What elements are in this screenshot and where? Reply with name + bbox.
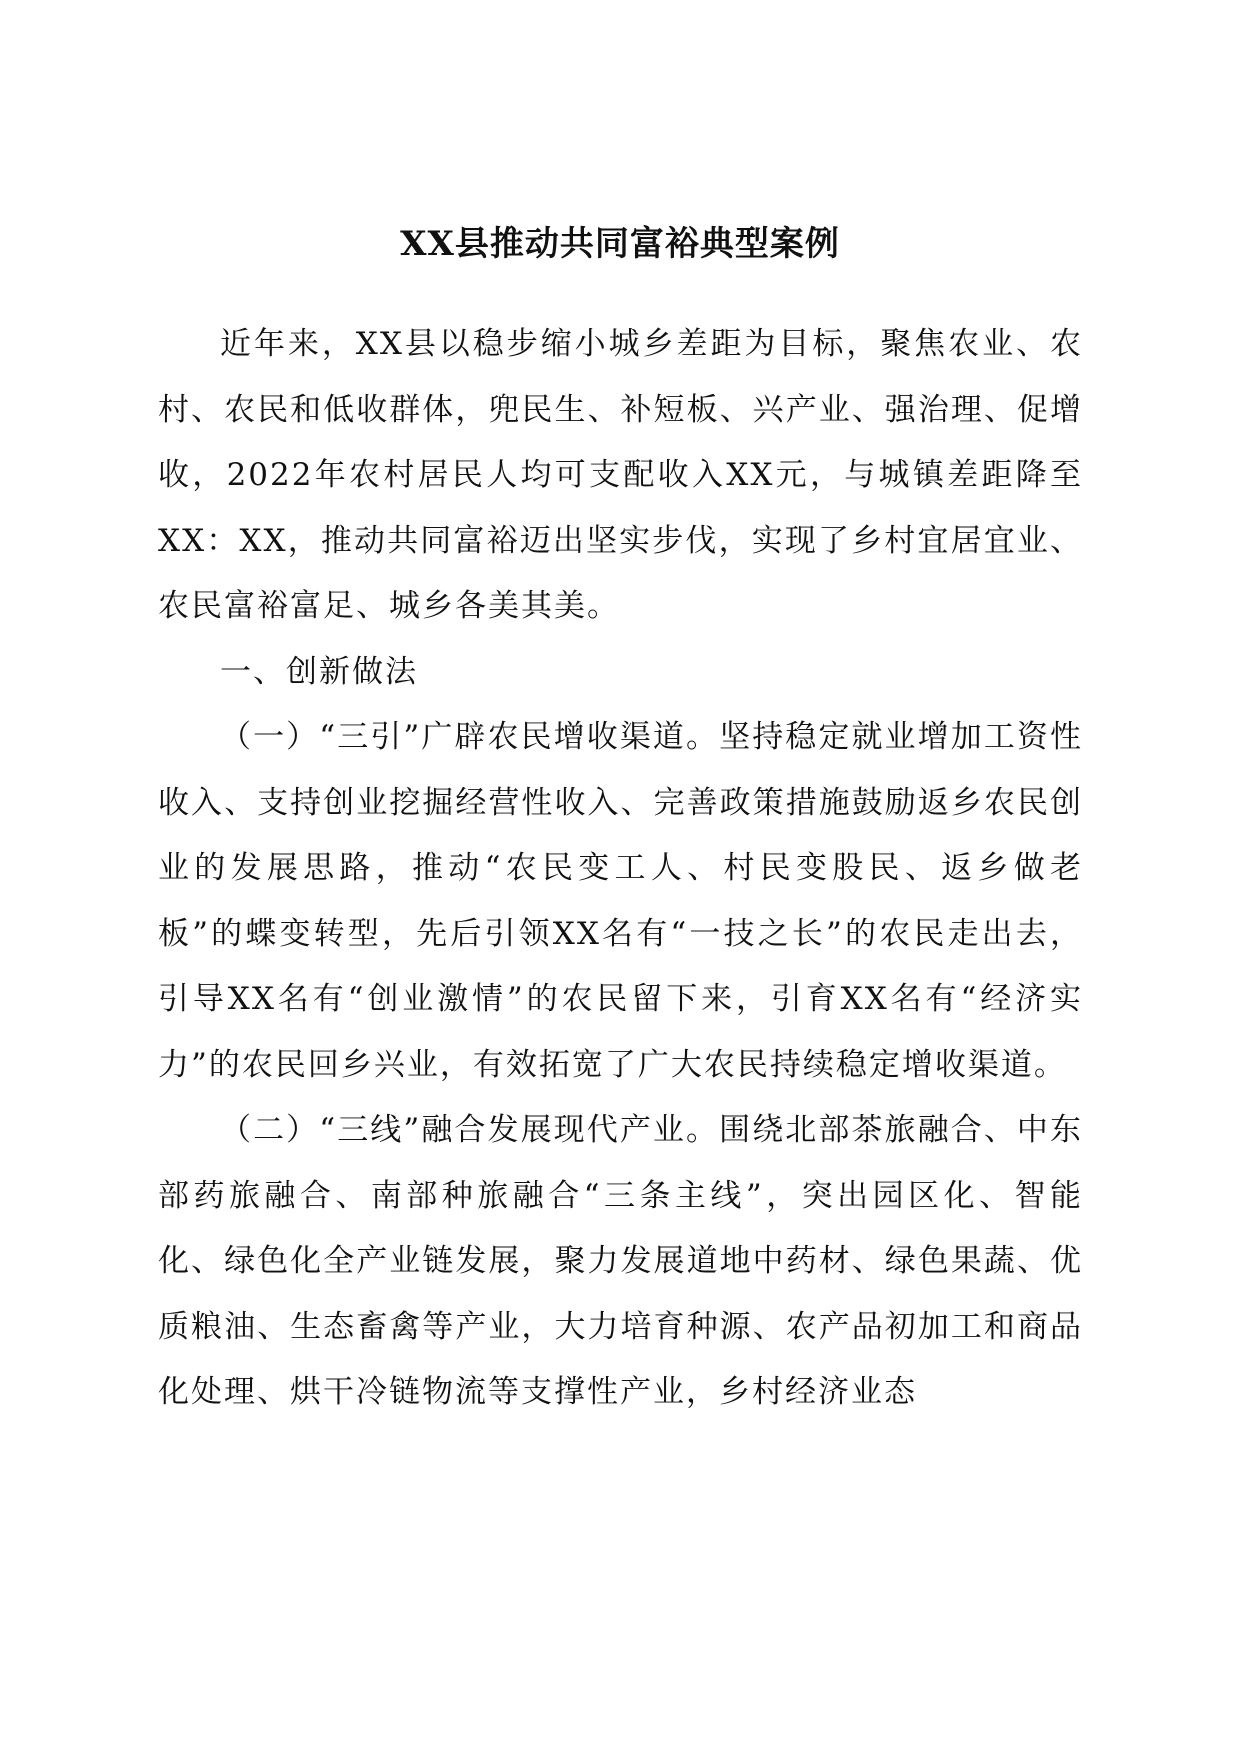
paragraph-three-lines: （二）“三线”融合发展现代产业。围绕北部茶旅融合、中东部药旅融合、南部种旅融合“三条主线”，突出园区化、智能化、绿色化全产业链发展，聚力发展道地中药材、绿色果蔬、优质粮油、生态畜禽等产业，大力培育种源、农产品初加工和商品化处理、烘干冷链物流等支撑性产业，乡村经济业态 xyxy=(158,1112,1083,1410)
document-title: XX县推动共同富裕典型案例 xyxy=(400,224,840,264)
paragraph-three-yin: （一）“三引”广辟农民增收渠道。坚持稳定就业增加工资性收入、支持创业挖掘经营性收入、完善政策措施鼓励返乡农民创业的发展思路，推动“农民变工人、村民变股民、返乡做老板”的蝶变转型，先后引领XX名有“一技之长”的农民走出去，引导XX名有“创业激情”的农民留下来，引育XX名有“经济实力”的农民回乡兴业，有效拓宽了广大农民持续稳定增收渠道。 xyxy=(158,719,1083,1083)
intro-paragraph: 近年来，XX县以稳步缩小城乡差距为目标，聚焦农业、农村、农民和低收群体，兜民生、补短板、兴产业、强治理、促增收，2022年农村居民人均可支配收入XX元，与城镇差距降至XX：XX，推动共同富裕迈出坚实步伐，实现了乡村宜居宜业、农民富裕富足、城乡各美其美。 xyxy=(158,326,1083,624)
section-heading-innovation: 一、创新做法 xyxy=(220,653,418,690)
document-body xyxy=(158,312,1083,1426)
